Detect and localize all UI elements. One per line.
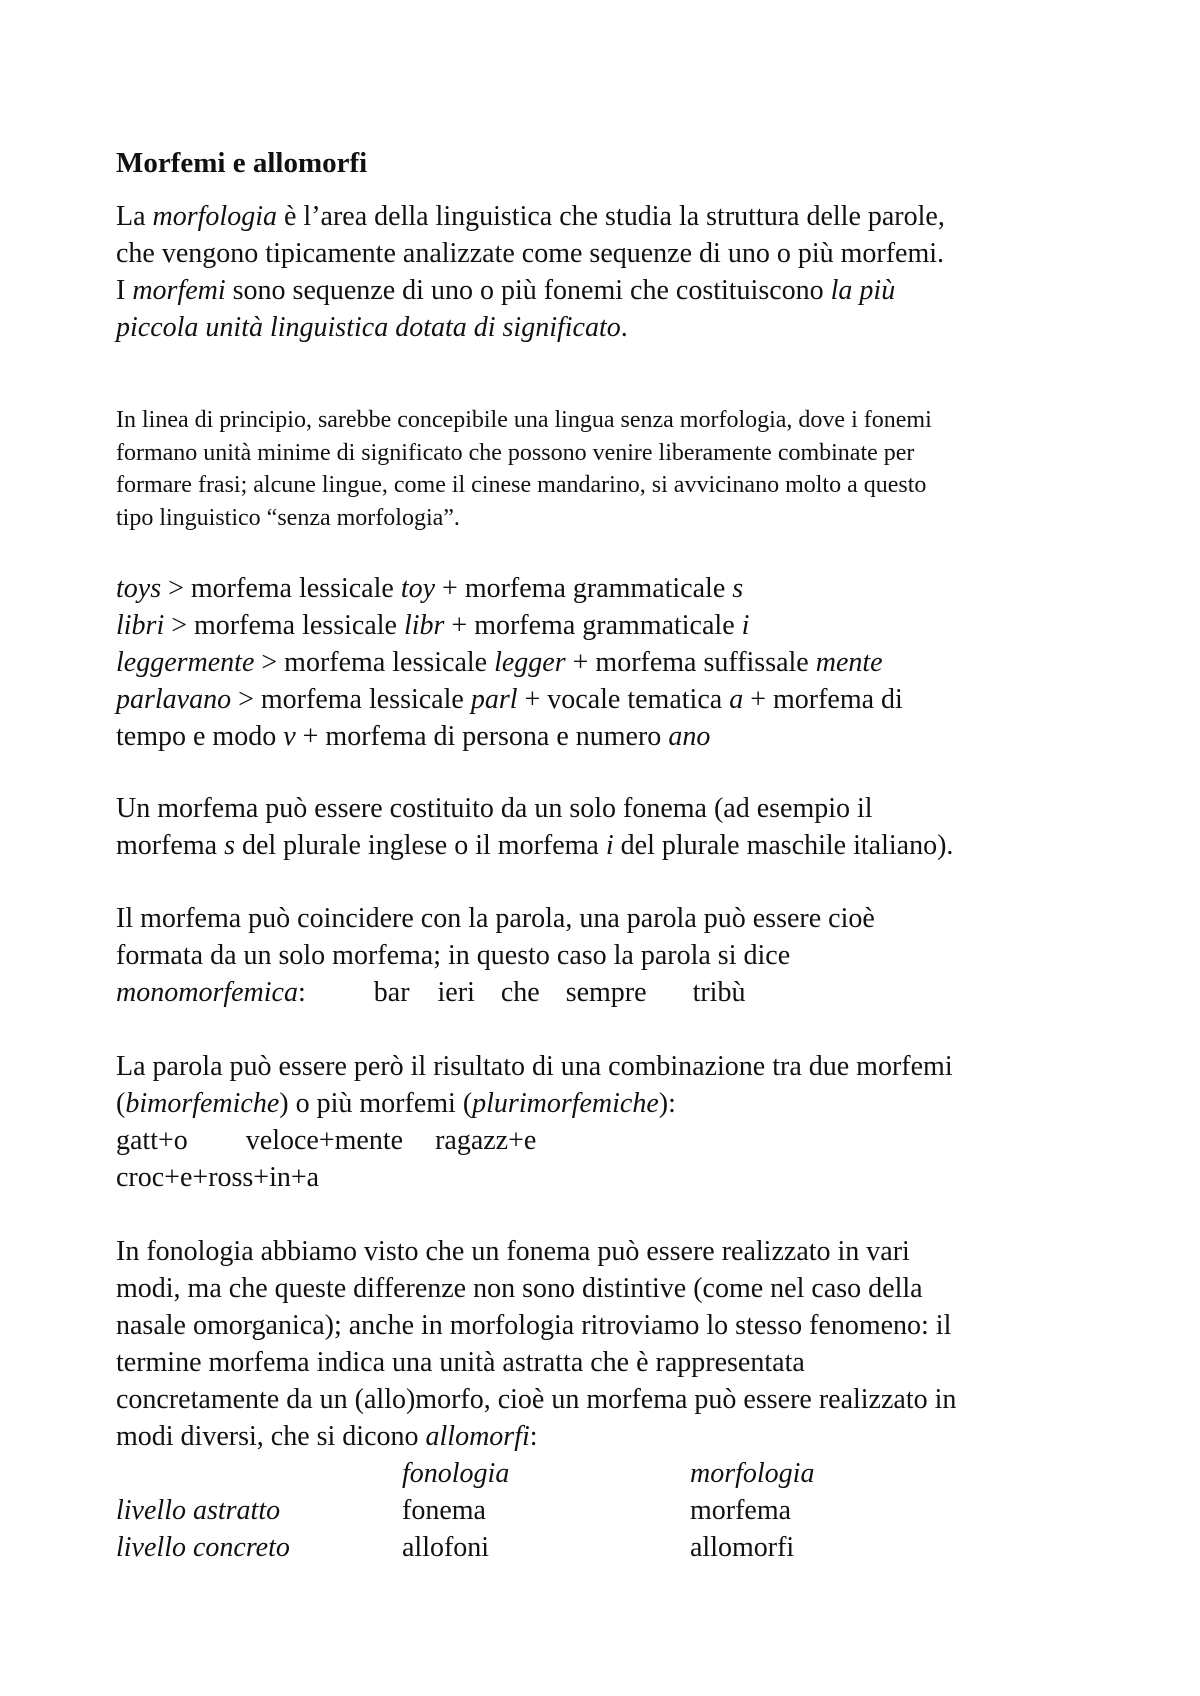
example-word: che [500,977,540,1008]
paragraph-monomorphemic [116,900,1116,1011]
text-line: formata da un solo morfema; in questo caso la parola si dice [116,940,791,971]
example-line [116,607,1116,644]
column-header: morfologia [690,1458,815,1489]
text-line: In fonologia abbiamo visto che un fonema può essere realizzato in vari [116,1236,910,1267]
text-line [116,1418,1116,1455]
text-run: sono sequenze di uno o più fonemi che costituiscono [225,275,831,306]
text-run: è l’area della linguistica che studia la struttura delle parole, [277,201,945,232]
example-line [116,644,1116,681]
text-run: > morfema lessicale [161,573,401,604]
example-word: toys [116,573,162,604]
text-run: . [620,312,628,343]
paragraph-allomorphs [116,1233,1116,1455]
text-line [116,1085,1116,1122]
text-run: La [116,201,153,232]
example-word: parlavano [116,684,232,715]
text-run: : [529,1421,538,1452]
text-line: formare frasi; alcune lingue, come il cinese mandarino, si avvicinano molto a questo [116,472,927,498]
table-row [116,1492,1116,1529]
text-line [116,827,1116,864]
text-run: del plurale inglese o il morfema [234,830,606,861]
text-line: nasale omorganica); anche in morfologia ritroviamo lo stesso fenomeno: il [116,1310,952,1341]
paragraph-principle [116,404,1116,534]
term-morfemi: morfemi [132,275,226,306]
emphasis-run: piccola unità linguistica dotata di significato [116,312,621,343]
text-line: formano unità minime di significato che possono venire liberamente combinate per [116,439,915,466]
table-header-row [116,1455,1116,1492]
example-word: tribù [692,977,746,1008]
text-run: + morfema grammaticale [444,610,742,641]
text-run: modi diversi, che si dicono [116,1421,426,1452]
grammatical-morpheme: i [741,610,750,641]
emphasis-run: la più [830,275,896,306]
text-run: morfema [116,830,225,861]
paragraph-plurimorphemic [116,1048,1116,1196]
tense-morpheme: v [283,721,296,752]
text-line: che vengono tipicamente analizzate come sequenze di uno o più morfemi. [116,238,945,269]
term-morfologia: morfologia [152,201,277,232]
text-line: concretamente da un (allo)morfo, cioè un morfema può essere realizzato in [116,1384,957,1415]
table-cell: fonema [402,1495,486,1526]
text-run: ( [116,1088,126,1119]
comparison-table [116,1455,1116,1566]
text-run: + vocale tematica [517,684,730,715]
example-word: ieri [437,977,475,1008]
person-morpheme: ano [668,721,711,752]
text-run: + morfema suffissale [565,647,816,678]
text-line: Un morfema può essere costituito da un solo fonema (ad esempio il [116,793,873,824]
text-line: modi, ma che queste differenze non sono distintive (come nel caso della [116,1273,923,1304]
paragraph-single-phoneme [116,790,1116,864]
text-run: tempo e modo [116,721,284,752]
column-header: fonologia [402,1458,510,1489]
text-line [116,198,1116,235]
text-line [116,309,1116,346]
text-run: ): [658,1088,676,1119]
example-word: croc+e+ross+in+a [116,1162,320,1193]
text-run: > morfema lessicale [254,647,495,678]
text-run: + morfema di [743,684,903,715]
paragraph-definition [116,198,1116,346]
text-run: + morfema grammaticale [435,573,733,604]
paragraph-examples [116,570,1116,755]
lexical-morpheme: parl [470,684,518,715]
text-run: I [116,275,133,306]
text-run: : [297,977,306,1008]
example-word: leggermente [116,647,255,678]
text-line: Il morfema può coincidere con la parola, una parola può essere cioè [116,903,875,934]
example-word: bar [373,977,410,1008]
emphasis-run: i [605,830,614,861]
lexical-morpheme: toy [400,573,436,604]
row-label: livello concreto [116,1532,290,1563]
text-line: tipo linguistico “senza morfologia”. [116,504,460,531]
example-line [116,718,1116,755]
example-word: sempre [565,977,647,1008]
text-line [116,974,1116,1011]
example-line [116,570,1116,607]
term-bimorfemiche: bimorfemiche [125,1088,280,1119]
table-cell: allofoni [402,1532,490,1563]
term-allomorfi: allomorfi [425,1421,530,1452]
table-cell: morfema [690,1495,792,1526]
lexical-morpheme: legger [494,647,566,678]
text-run: + morfema di persona e numero [295,721,669,752]
grammatical-morpheme: s [732,573,744,604]
term-plurimorfemiche: plurimorfemiche [472,1088,659,1119]
text-run: > morfema lessicale [164,610,404,641]
text-run: del plurale maschile italiano). [613,830,954,861]
emphasis-run: s [224,830,235,861]
example-word: gatt+o [116,1125,188,1156]
page-title: Morfemi e allomorfi [116,147,368,179]
row-label: livello astratto [116,1495,281,1526]
example-line [116,681,1116,718]
text-line [116,1122,1116,1159]
text-run: ) o più morfemi ( [279,1088,473,1119]
example-word: libri [116,610,165,641]
table-cell: allomorfi [690,1532,795,1563]
thematic-vowel: a [729,684,744,715]
suffix-morpheme: mente [815,647,883,678]
example-word: veloce+mente [245,1125,404,1156]
text-line [116,272,1116,309]
text-run: > morfema lessicale [231,684,471,715]
text-line: termine morfema indica una unità astratta che è rappresentata [116,1347,805,1378]
text-line: La parola può essere però il risultato di una combinazione tra due morfemi [116,1051,953,1082]
text-line: In linea di principio, sarebbe concepibile una lingua senza morfologia, dove i fonemi [116,407,932,433]
lexical-morpheme: libr [403,610,445,641]
term-monomorfemica: monomorfemica [116,977,298,1008]
example-word: ragazz+e [435,1125,537,1156]
table-row [116,1529,1116,1566]
